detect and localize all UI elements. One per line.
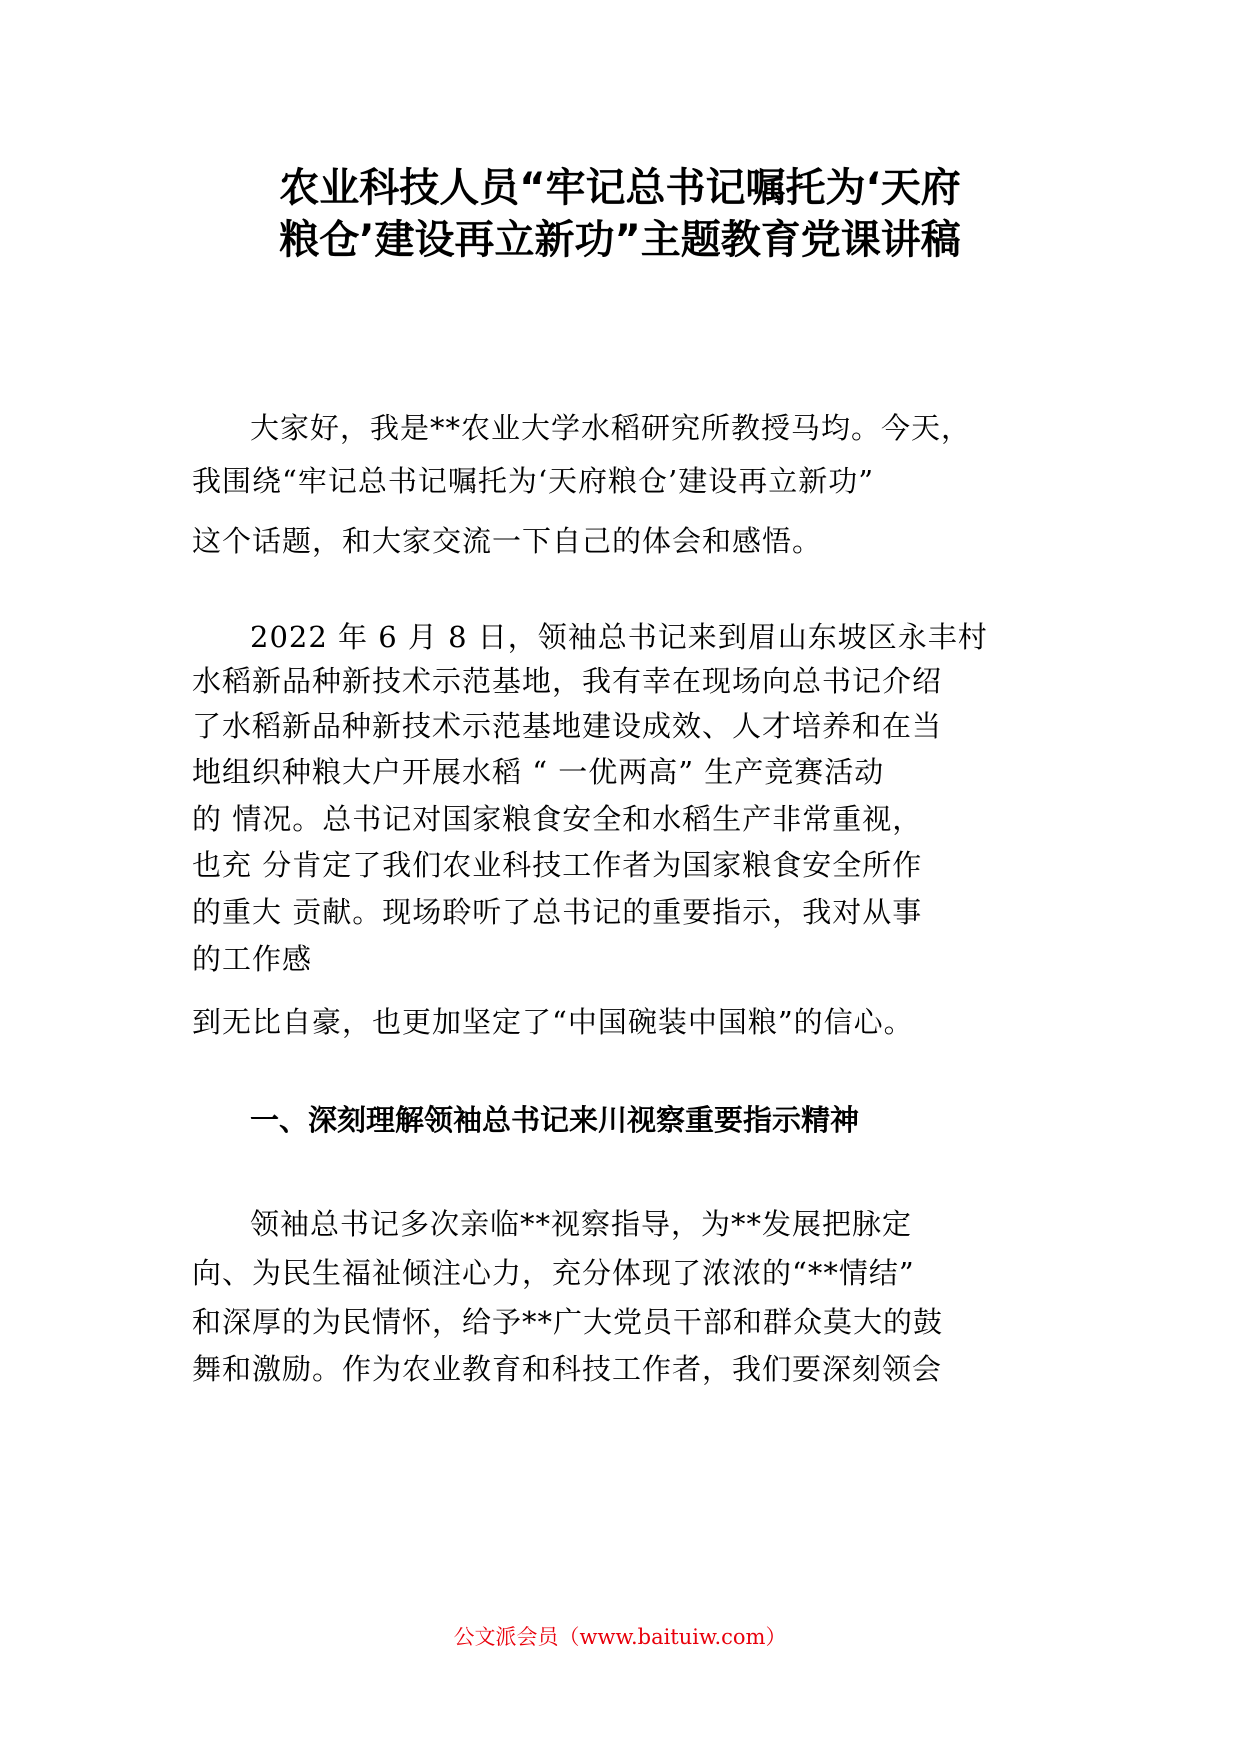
paragraph-line: 领袖总书记多次亲临**视察指导，为**发展把脉定: [250, 1207, 913, 1241]
document-title-line-2: 粮仓’建设再立新功”主题教育党课讲稿: [279, 217, 961, 263]
section-heading: 一、深刻理解领袖总书记来川视察重要指示精神: [250, 1103, 860, 1137]
footer-watermark: 公文派会员（www.baituiw.com）: [453, 1625, 787, 1649]
paragraph-line: 和深厚的为民情怀，给予**广大党员干部和群众莫大的鼓: [192, 1305, 944, 1339]
paragraph-line: 了水稻新品种新技术示范基地建设成效、人才培养和在当: [192, 709, 943, 743]
paragraph-line: 的重大 贡献。现场聆听了总书记的重要指示，我对从事: [192, 895, 923, 929]
paragraph-line: 2022 年 6 月 8 日，领袖总书记来到眉山东坡区永丰村: [250, 620, 988, 654]
paragraph-line: 这个话题，和大家交流一下自己的体会和感悟。: [192, 524, 823, 558]
document-title-line-1: 农业科技人员“牢记总书记嘱托为‘天府: [279, 165, 961, 211]
paragraph-line: 舞和激励。作为农业教育和科技工作者，我们要深刻领会: [192, 1352, 943, 1386]
paragraph-line: 向、为民生福祉倾注心力，充分体现了浓浓的“**情结”: [192, 1256, 915, 1290]
paragraph-line: 水稻新品种新技术示范基地，我有幸在现场向总书记介绍: [192, 664, 943, 698]
paragraph-line: 的工作感: [192, 942, 313, 976]
paragraph-line: 也充 分肯定了我们农业科技工作者为国家粮食安全所作: [192, 848, 923, 882]
paragraph-line: 我围绕“牢记总书记嘱托为‘天府粮仓’建设再立新功”: [192, 464, 875, 498]
paragraph-line: 地组织种粮大户开展水稻 “ 一优两高” 生产竞赛活动: [192, 755, 885, 789]
paragraph-line: 大家好，我是**农业大学水稻研究所教授马均。今天，: [250, 411, 972, 445]
paragraph-line: 到无比自豪，也更加坚定了“中国碗装中国粮”的信心。: [192, 1005, 914, 1039]
paragraph-line: 的 情况。总书记对国家粮食安全和水稻生产非常重视，: [192, 802, 923, 836]
